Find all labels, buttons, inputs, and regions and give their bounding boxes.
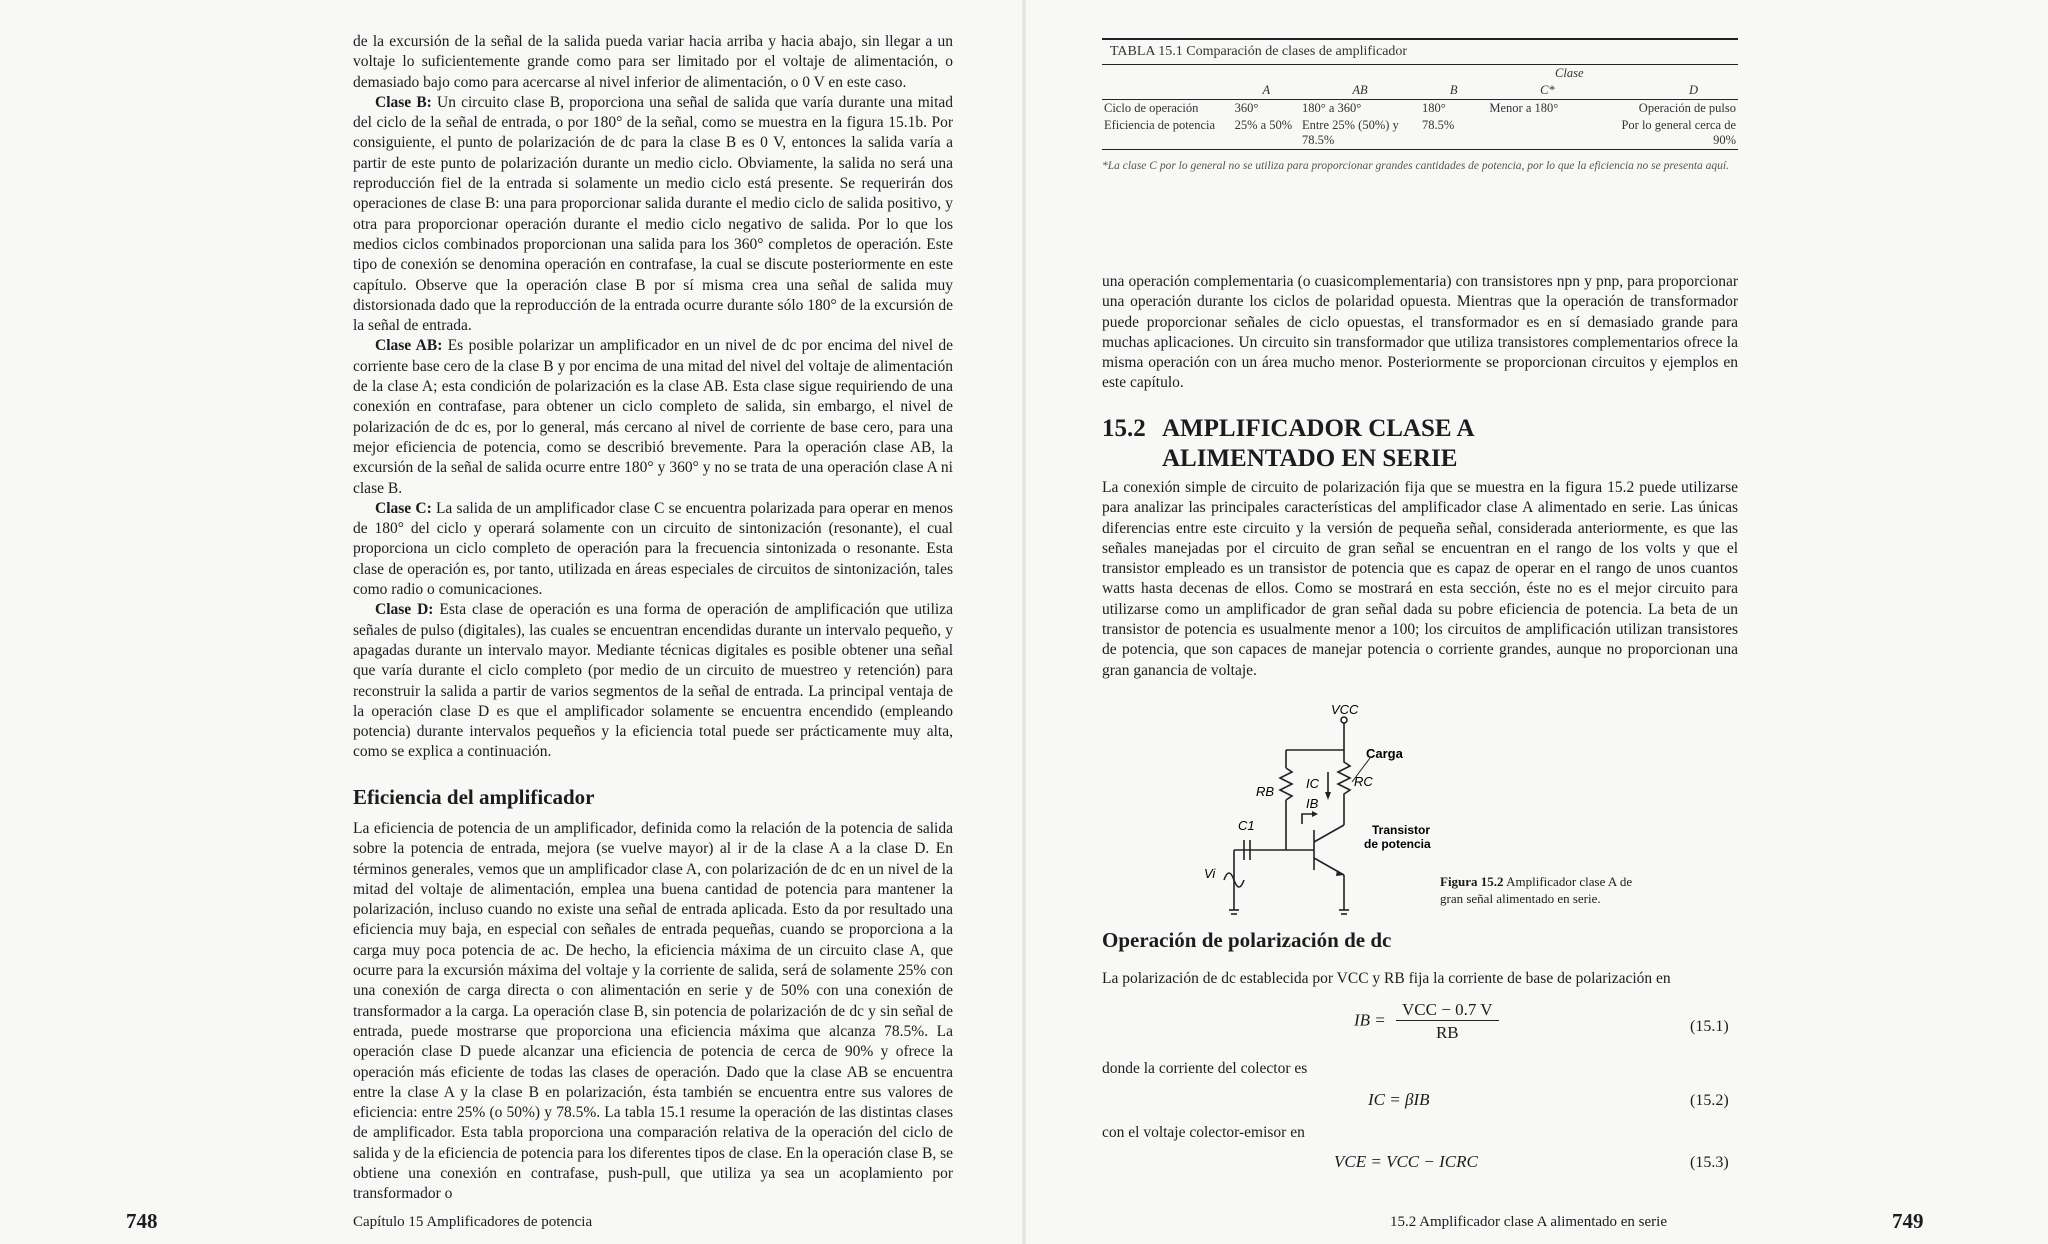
footer-left: Capítulo 15 Amplificadores de potencia: [353, 1214, 593, 1230]
class-d-text: Esta clase de operación es una forma de operación de amplificación que utiliza señales de pulso (digitales), las cuales se encuentran encendidas durante un intervalo pequeño, y apagadas durante un intervalo mayor. Mediante técnicas digitales es posible obtener una señal que varía durante el ciclo completo (por medio de un circuito de muestreo y retención) para reconstruir la salida a partir de varios segmentos de la señal de entrada. La principal ventaja de la operación clase D es que el amplificador solamente se encuentra encendido (empleando potencia) durante intervalos pequeños y la eficiencia total puede ser prácticamente muy alta, como se explica a continuación.: [353, 601, 953, 761]
table-cell: 360°: [1234, 101, 1259, 115]
col-header: B: [1420, 82, 1487, 100]
page-number-right: 749: [1892, 1209, 1924, 1233]
right-intro-column: [1102, 272, 1738, 394]
table-row: [1102, 117, 1738, 150]
eq1-fraction: [1396, 1000, 1499, 1043]
paragraph-continuation: de la excursión de la señal de la salida pueda variar hacia arriba y hacia abajo, sin llegar a un voltaje lo suficientemente grande como para ser limitado por el voltaje de alimentación, o demasiado bajo como para acercarse al nivel inferior de alimentación, o 0 V en este caso.: [353, 33, 953, 91]
paragraph-class-d: [353, 600, 953, 762]
right-page: [1024, 0, 2048, 1244]
table-row: [1102, 100, 1738, 118]
ic-label: IC: [1306, 776, 1319, 791]
section-number: 15.2: [1102, 415, 1146, 442]
row-label: Ciclo de operación: [1104, 101, 1199, 115]
row-label: Eficiencia de potencia: [1102, 117, 1233, 150]
table-cell: Menor a 180°: [1489, 101, 1559, 115]
eq2-number: (15.2): [1690, 1092, 1729, 1109]
col-header: C*: [1487, 82, 1607, 100]
section-text-column: [1102, 478, 1738, 681]
collector-text: donde la corriente del colector es: [1102, 1060, 1308, 1077]
eq1-number: (15.1): [1690, 1018, 1729, 1035]
paragraph-class-ab: [353, 336, 953, 498]
equation-15-2: IC = βIB: [1368, 1090, 1430, 1109]
eq1-denominator: RB: [1435, 1023, 1459, 1042]
table-footnote: *La clase C por lo general no se utiliza para proporcionar grandes cantidades de potencia, por lo que la eficiencia no se presenta aquí.: [1102, 160, 1730, 172]
ib-label: IB: [1306, 796, 1319, 811]
dc-bias-heading: Operación de polarización de dc: [1102, 928, 1392, 952]
table-header-row: [1102, 82, 1738, 100]
table-group-header: [1102, 65, 1738, 82]
table-body: [1102, 65, 1738, 150]
col-header: D: [1607, 82, 1738, 100]
table-caption: TABLA 15.1 Comparación de clases de amplificador: [1102, 38, 1738, 65]
class-b-text: Un circuito clase B, proporciona una señal de salida que varía durante una mitad del ciclo de la señal de entrada, o por 180° de la señal, como se muestra en la figura 15.1b. Por consiguiente, el punto de polarización de dc para la clase B es 0 V, entonces la salida varía a partir de este punto de polarización durante un medio ciclo. Obviamente, la salida no será una reproducción fiel de la entrada si solamente un medio ciclo está presente. Se requerirán dos operaciones de clase B: una para proporcionar salida durante el medio ciclo de salida positivo, y otra para proporcionar operación durante el medio ciclo negativo de salida. Por lo que los medios ciclos combinados proporcionan una salida para los 360° completos de operación. Este tipo de conexión se denomina operación en contrafase, la cual se discute posteriormente en este capítulo. Observe que la operación clase B por sí misma crea una señal de salida muy distorsionada dado que la reproducción de la entrada ocurre durante sólo 180° de la excursión de la señal de entrada.: [353, 93, 953, 335]
class-ab-lead: Clase AB:: [375, 337, 443, 355]
page-number-left: 748: [126, 1209, 158, 1233]
table-cell: [1487, 117, 1607, 150]
figure-caption: [1440, 873, 1640, 907]
eq1-numerator: VCC − 0.7 V: [1396, 1000, 1499, 1021]
section-title-line1: AMPLIFICADOR CLASE A: [1162, 415, 1475, 442]
figure-caption-label: Figura 15.2: [1440, 874, 1504, 889]
table-cell: Entre 25% (50%) y 78.5%: [1300, 117, 1420, 150]
table-cell: 25% a 50%: [1233, 117, 1300, 150]
figure-15-2-circuit: [1194, 700, 1434, 930]
paragraph-intro: una operación complementaria (o cuasicomplementaria) con transistores npn y pnp, para proporcionar una operación durante los ciclos de polaridad opuesta. Mientras que la operación de transformador puede proporcionar señales de ciclo opuestas, el transformador es en sí demasiado grande para muchas aplicaciones. Un circuito sin transformador que utiliza transistores complementarios ofrece la misma operación con un área mucho menor. Posteriormente se proporcionan circuitos y ejemplos en este capítulo.: [1102, 273, 1738, 392]
paragraph-class-c: [353, 499, 953, 600]
rc-label: RC: [1354, 774, 1373, 789]
table-cell: Operación de pulso: [1638, 101, 1736, 115]
class-ab-text: Es posible polarizar un amplificador en un nivel de dc por encima del nivel de corriente base cero de la clase B y por encima de una mitad del nivel del voltaje de alimentación de la clase A; esta condición de polarización es la clase AB. Esta clase sigue requiriendo de una conexión en contrafase, para obtener un ciclo completo de salida, sin embargo, el nivel de polarización de dc es, por lo general, más cercano al nivel de corriente de base cero, para una mejor eficiencia de potencia, como se describió brevemente. Para la operación clase AB, la excursión de la señal de salida ocurre entre 180° y 360° y no se trata de una operación clase A ni clase B.: [353, 337, 954, 497]
footer-right: 15.2 Amplificador clase A alimentado en serie: [1390, 1214, 1668, 1230]
rb-label: RB: [1256, 784, 1275, 799]
left-text-column: [353, 32, 953, 1205]
col-header: AB: [1300, 82, 1420, 100]
figure-caption-text: Amplificador clase A de gran señal alimentado en serie.: [1440, 874, 1633, 906]
dc-bias-text: La polarización de dc establecida por VCC y RB fija la corriente de base de polarización en: [1102, 970, 1671, 987]
equation-15-1: [1354, 1000, 1499, 1043]
paragraph-class-b: [353, 93, 953, 337]
vce-text: con el voltaje colector-emisor en: [1102, 1124, 1305, 1141]
section-title-line2: ALIMENTADO EN SERIE: [1162, 445, 1458, 472]
c1-label: C1: [1238, 818, 1255, 833]
class-group-label: Clase: [1555, 66, 1584, 80]
section-heading: [1102, 414, 1475, 474]
comparison-table: [1102, 38, 1738, 174]
table-cell: 78.5%: [1420, 117, 1487, 150]
eq1-lhs: IB =: [1354, 1010, 1386, 1030]
efficiency-heading: Eficiencia del amplificador: [353, 784, 595, 809]
eq3-number: (15.3): [1690, 1154, 1729, 1171]
class-b-lead: Clase B:: [375, 93, 432, 111]
class-d-lead: Clase D:: [375, 601, 434, 619]
carga-label: Carga: [1366, 746, 1403, 761]
paragraph-section: La conexión simple de circuito de polarización fija que se muestra en la figura 15.2 puede utilizarse para analizar las principales características del amplificador clase A alimentado en serie. Las únicas diferencias entre este circuito y la versión de pequeña señal, considerada anteriormente, es que las señales manejadas por el circuito de gran señal se encuentran en el rango de los volts y que el transistor empleado es un transistor de potencia que es capaz de operar en el rango de unos cuantos watts hasta decenas de ellos. Como se mostrará en esta sección, éste no es el mejor circuito para utilizarse como un amplificador de gran señal dada su pobre eficiencia de potencia. La beta de un transistor de potencia es usualmente menor a 100; los circuitos de amplificación utilizan transistores de potencia, que son capaces de manejar potencia o corriente grandes, aunque no proporcionan una gran ganancia de voltaje.: [1102, 479, 1738, 679]
class-c-lead: Clase C:: [375, 499, 432, 517]
vi-label: Vi: [1204, 866, 1216, 881]
col-header: A: [1233, 82, 1300, 100]
paragraph-efficiency: La eficiencia de potencia de un amplificador, definida como la relación de la potencia de salida sobre la potencia de entrada, mejora (se vuelve mayor) al ir de la clase A a la clase D. En términos generales, vemos que un amplificador clase A, con polarización de dc en un nivel de la mitad del voltaje de alimentación, emplea una buena cantidad de potencia para mantener la polarización, incluso cuando no existe una señal de entrada aplicada. Esto da por resultado una eficiencia muy baja, en especial con señales de entrada pequeñas, cuando se proporciona a la carga muy poca potencia de ac. De hecho, la eficiencia máxima de un circuito clase A, que ocurre para la excursión máxima del voltaje y la corriente de salida, será de solamente 25% con una conexión de carga directa o con alimentación en serie y de 50% con una conexión de transformador a la carga. La operación clase B, sin potencia de polarización de dc y sin señal de entrada, puede mostrarse que proporciona una eficiencia máxima que alcanza 78.5%. La operación clase D puede alcanzar una eficiencia de potencia de cerca de 90% y ofrece la operación más eficiente de todas las clases de operación. Dado que la clase AB se encuentra entre la clase A y la clase B en polarización, ésta también se encuentra entre sus valores de eficiencia: entre 25% (o 50%) y 78.5%. La tabla 15.1 resume la operación de las distintas clases de amplificador. Esta tabla proporciona una comparación relativa de la operación del ciclo de salida y de la eficiencia de potencia para los diferentes tipos de clase. En la operación clase B, se obtiene una conexión en contrafase, push-pull, que utiliza ya sea un acoplamiento por transformador o: [353, 819, 953, 1203]
transistor-label-1: Transistor: [1372, 823, 1431, 837]
vcc-label: VCC: [1331, 702, 1359, 717]
equation-15-3: VCE = VCC − ICRC: [1334, 1152, 1478, 1171]
table-cell: Por lo general cerca de 90%: [1607, 117, 1738, 150]
table-cell: 180°: [1421, 101, 1446, 115]
table-cell: 180° a 360°: [1301, 101, 1362, 115]
transistor-label-2: de potencia: [1364, 837, 1431, 851]
class-c-text: La salida de un amplificador clase C se encuentra polarizada para operar en menos de 180° del ciclo y operará solamente con un circuito de sintonización (resonante), el cual proporciona un ciclo completo de operación para la frecuencia sintonizada o resonante. Esta clase de operación es, por tanto, utilizada en áreas especiales de circuitos de sintonización, tales como radio o comunicaciones.: [353, 499, 953, 599]
